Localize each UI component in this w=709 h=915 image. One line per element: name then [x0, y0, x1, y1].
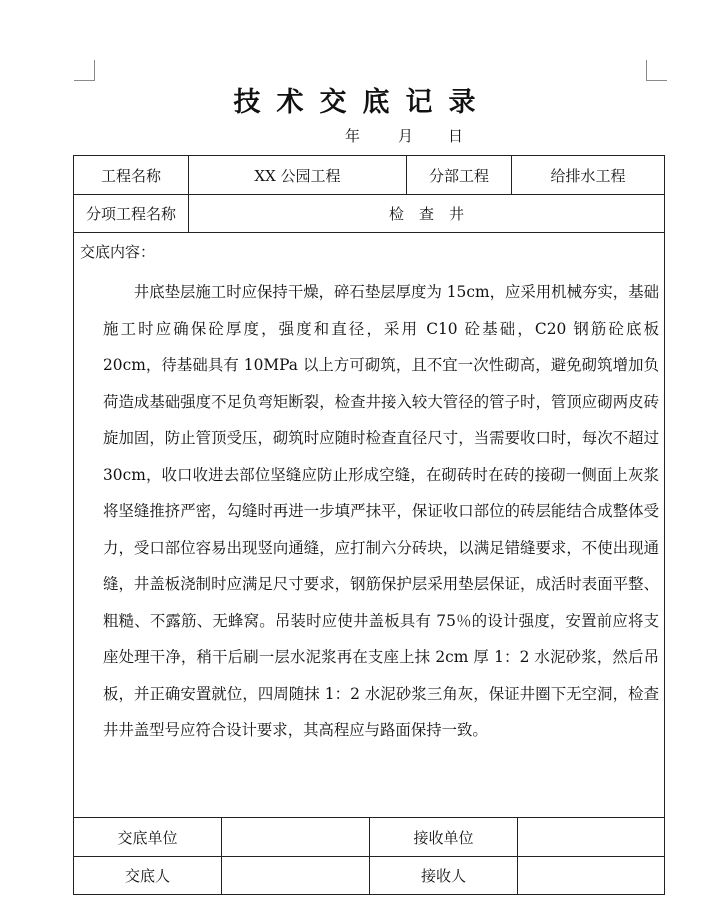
subitem-row	[74, 195, 664, 233]
unit-row	[74, 818, 664, 857]
content-body[interactable]: 井底垫层施工时应保持干燥，碎石垫层厚度为 15cm，应采用机械夯实，基础施工时应确保砼厚度，强度和直径，采用 C10 砼基础，C20 钢筋砼底板 20cm，待基础具有 10MPa 以上方可砌筑，且不宜一次性砌高，避免砌筑增加负荷造成基础强度不足负弯矩断裂，检查井接入较大管径的管子时，管顶应砌两皮砖旋加固，防止管顶受压，砌筑时应随时检查直径尺寸，当需要收口时，每次不超过 30cm，收口收进去部位坚缝应防止形成空缝，在砌砖时在砖的接砌一侧面上灰浆将坚缝推挤严密，勾缝时再进一步填严抹平，保证收口部位的砖层能结合成整体受力，受口部位容易出现竖向通缝，应打制六分砖块，以满足错缝要求，不使出现通缝，井盖板浇制时应满足尺寸要求，钢筋保护层采用垫层保证，成活时表面平整、粗糙、不露筋、无蜂窝。吊装时应使井盖板具有 75％的设计强度，安置前应将支座处理干净，稍干后刷一层水泥浆再在支座上抹 2cm 厚 1：2 水泥砂浆，然后吊板，并正确安置就位，四周随抹 1：2 水泥砂浆三角灰，保证井圈下无空洞，检查井井盖型号应符合设计要求，其高程应与路面保持一致。	[103, 283, 659, 739]
crop-mark-top-left	[74, 60, 95, 81]
subitem-name-label: 分项工程名称	[74, 195, 189, 232]
issuer-person-label: 交底人	[74, 857, 222, 894]
receiver-unit-field[interactable]	[518, 818, 664, 856]
issuer-unit-field[interactable]	[222, 818, 370, 856]
record-table	[73, 155, 665, 895]
document-title: 技术交底记录	[233, 87, 492, 118]
content-section	[74, 233, 664, 818]
project-name-value[interactable]: XX 公园工程	[189, 156, 407, 194]
division-label: 分部工程	[407, 156, 512, 194]
issuer-person-field[interactable]	[222, 857, 370, 894]
receiver-person-label: 接收人	[370, 857, 518, 894]
subitem-name-value[interactable]: 检 查 井	[388, 205, 464, 223]
issuer-unit-label: 交底单位	[74, 818, 222, 856]
date-year-label: 年	[345, 127, 361, 145]
project-name-label: 工程名称	[74, 156, 189, 194]
receiver-unit-label: 接收单位	[370, 818, 518, 856]
crop-mark-top-right	[646, 60, 667, 81]
content-label: 交底内容：	[80, 243, 156, 261]
receiver-person-field[interactable]	[518, 857, 664, 894]
date-day-label: 日	[448, 127, 464, 145]
project-row	[74, 156, 664, 195]
person-row	[74, 857, 664, 894]
date-month-label: 月	[398, 127, 414, 145]
division-value[interactable]: 给排水工程	[550, 166, 626, 185]
